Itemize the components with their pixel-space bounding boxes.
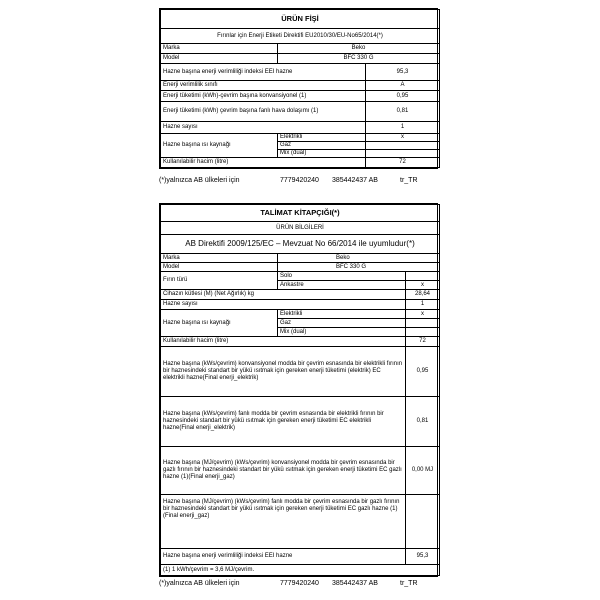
fan-consumption-value: 0,81 — [366, 102, 440, 122]
type-value-solo — [406, 272, 440, 281]
booklet-title: TALİMAT KİTAPÇIĞI(*) — [161, 205, 440, 222]
cavity-count-label: Hazne sayısı — [161, 122, 366, 134]
heat-value-mix — [366, 150, 440, 158]
model-value: BFC 330 G — [278, 54, 440, 64]
model-label: Model — [161, 54, 278, 64]
ec-electric-fan-value: 0,81 — [406, 397, 440, 447]
ec-electric-conventional-label: Hazne başına (kWs/çevrim) konvansiyonel modda bir çevrim esnasında bir elektrikli fırının bir haznesindeki standart bir yükü ısıtmak için gereken enerji tüketimi (elektrik) EC elektrikli hazne(Final enerji_elektrik) — [161, 347, 406, 397]
eei-label: Hazne başına enerji verimliliği indeksi EEI hazne — [161, 64, 366, 81]
cavity-count-value: 1 — [406, 300, 440, 310]
footer-code-1: 7779420240 — [280, 580, 319, 587]
oven-type-label: Fırın türü — [161, 272, 278, 290]
cavity-count-label: Hazne sayısı — [161, 300, 406, 310]
brand-label: Marka — [161, 44, 278, 54]
fiche-subtitle: Fırınlar için Enerji Etiketi Direktifi EU2010/30/EU-No65/2014(*) — [161, 29, 440, 44]
heat-option-electric: Elektrikli — [278, 134, 366, 142]
usable-volume-label: Kullanılabilir hacim (litre) — [161, 337, 406, 347]
product-fiche-table — [159, 8, 438, 169]
heat-value-electric: x — [406, 310, 440, 319]
footer-note: (*)yalnızca AB ülkeleri için — [159, 177, 240, 184]
heat-option-mix: Mix (dual) — [278, 328, 406, 337]
usable-volume-value: 72 — [366, 158, 440, 168]
heat-source-label: Hazne başına ısı kaynağı — [161, 310, 278, 337]
eei-value: 95,3 — [366, 64, 440, 81]
model-label: Model — [161, 263, 278, 272]
footer-code-2: 385442437 AB — [332, 580, 378, 587]
heat-option-mix: Mix (dual) — [278, 150, 366, 158]
booklet-footer — [159, 580, 438, 587]
footer-code-1: 7779420240 — [280, 177, 319, 184]
ec-electric-conventional-value: 0,95 — [406, 347, 440, 397]
fiche-footer — [159, 177, 438, 184]
eei-value: 95,3 — [406, 549, 440, 565]
brand-value: Beko — [278, 44, 440, 54]
heat-value-gas — [366, 142, 440, 150]
booklet-regulation: AB Direktifi 2009/125/EC – Mevzuat No 66/2014 ile uyumludur(*) — [161, 235, 440, 254]
heat-option-gas: Gaz — [278, 319, 406, 328]
instruction-booklet-table — [159, 203, 438, 577]
footer-code-2: 385442437 AB — [332, 177, 378, 184]
mass-value: 28,64 — [406, 290, 440, 300]
heat-value-electric: x — [366, 134, 440, 142]
usable-volume-label: Kullanılabilir hacim (litre) — [161, 158, 366, 168]
ec-electric-fan-label: Hazne başına (kWs/çevrim) fanlı modda bir çevrim esnasında bir elektrikli fırının bir haznesindeki standart bir yükü ısıtmak için gereken enerji tüketimi EC elektrikli hazne(Final enerji_elektrik) — [161, 397, 406, 447]
mass-label: Cihazın kütlesi (M) (Net Ağırlık) kg — [161, 290, 406, 300]
type-option-solo: Solo — [278, 272, 406, 281]
booklet-subtitle: ÜRÜN BİLGİLERİ — [161, 222, 440, 235]
heat-option-electric: Elektrikli — [278, 310, 406, 319]
model-value: BFC 330 G — [278, 263, 440, 272]
unit-conversion-note: (1) 1 kWh/çevrim = 3,6 MJ/çevrim. — [161, 565, 440, 576]
type-value-built-in: x — [406, 281, 440, 290]
conventional-consumption-value: 0,95 — [366, 91, 440, 102]
usable-volume-value: 72 — [406, 337, 440, 347]
energy-class-value: A — [366, 81, 440, 91]
footer-lang: tr_TR — [400, 177, 418, 184]
type-option-built-in: Ankastre — [278, 281, 406, 290]
ec-gas-conventional-label: Hazne başına (MJ/çevrim) (kWs/çevrim) konvansiyonel modda bir çevrim esnasında bir gazlı fırının bir haznesindeki standart bir yükü ısıtmak için gereken enerji tüketimi EC gazlı hazne (1)(Final enerji_gaz) — [161, 447, 406, 495]
ec-gas-conventional-value: 0,00 MJ — [406, 447, 440, 495]
footer-note: (*)yalnızca AB ülkeleri için — [159, 580, 240, 587]
heat-source-label: Hazne başına ısı kaynağı — [161, 134, 278, 158]
brand-label: Marka — [161, 254, 278, 263]
fiche-title: ÜRÜN FİŞİ — [161, 10, 440, 29]
ec-gas-fan-value — [406, 495, 440, 549]
heat-value-mix — [406, 328, 440, 337]
heat-value-gas — [406, 319, 440, 328]
fan-consumption-label: Enerji tüketimi (kWh) çevrim başına fanlı hava dolaşımı (1) — [161, 102, 366, 122]
eei-label: Hazne başına enerji verimliliği indeksi EEI hazne — [161, 549, 406, 565]
heat-option-gas: Gaz — [278, 142, 366, 150]
brand-value: Beko — [278, 254, 440, 263]
conventional-consumption-label: Enerji tüketimi (kWh)-çevrim başına konvansiyonel (1) — [161, 91, 366, 102]
footer-lang: tr_TR — [400, 580, 418, 587]
energy-class-label: Enerji verimlilik sınıfı — [161, 81, 366, 91]
ec-gas-fan-label: Hazne başına (MJ/çevrim) (kWs/çevrim) fanlı modda bir çevrim esnasında bir gazlı fırının bir haznesindeki standart bir yükü ısıtmak için gereken enerji tüketimi EC gazlı hazne (1)(Final enerji_gaz) — [161, 495, 406, 549]
cavity-count-value: 1 — [366, 122, 440, 134]
